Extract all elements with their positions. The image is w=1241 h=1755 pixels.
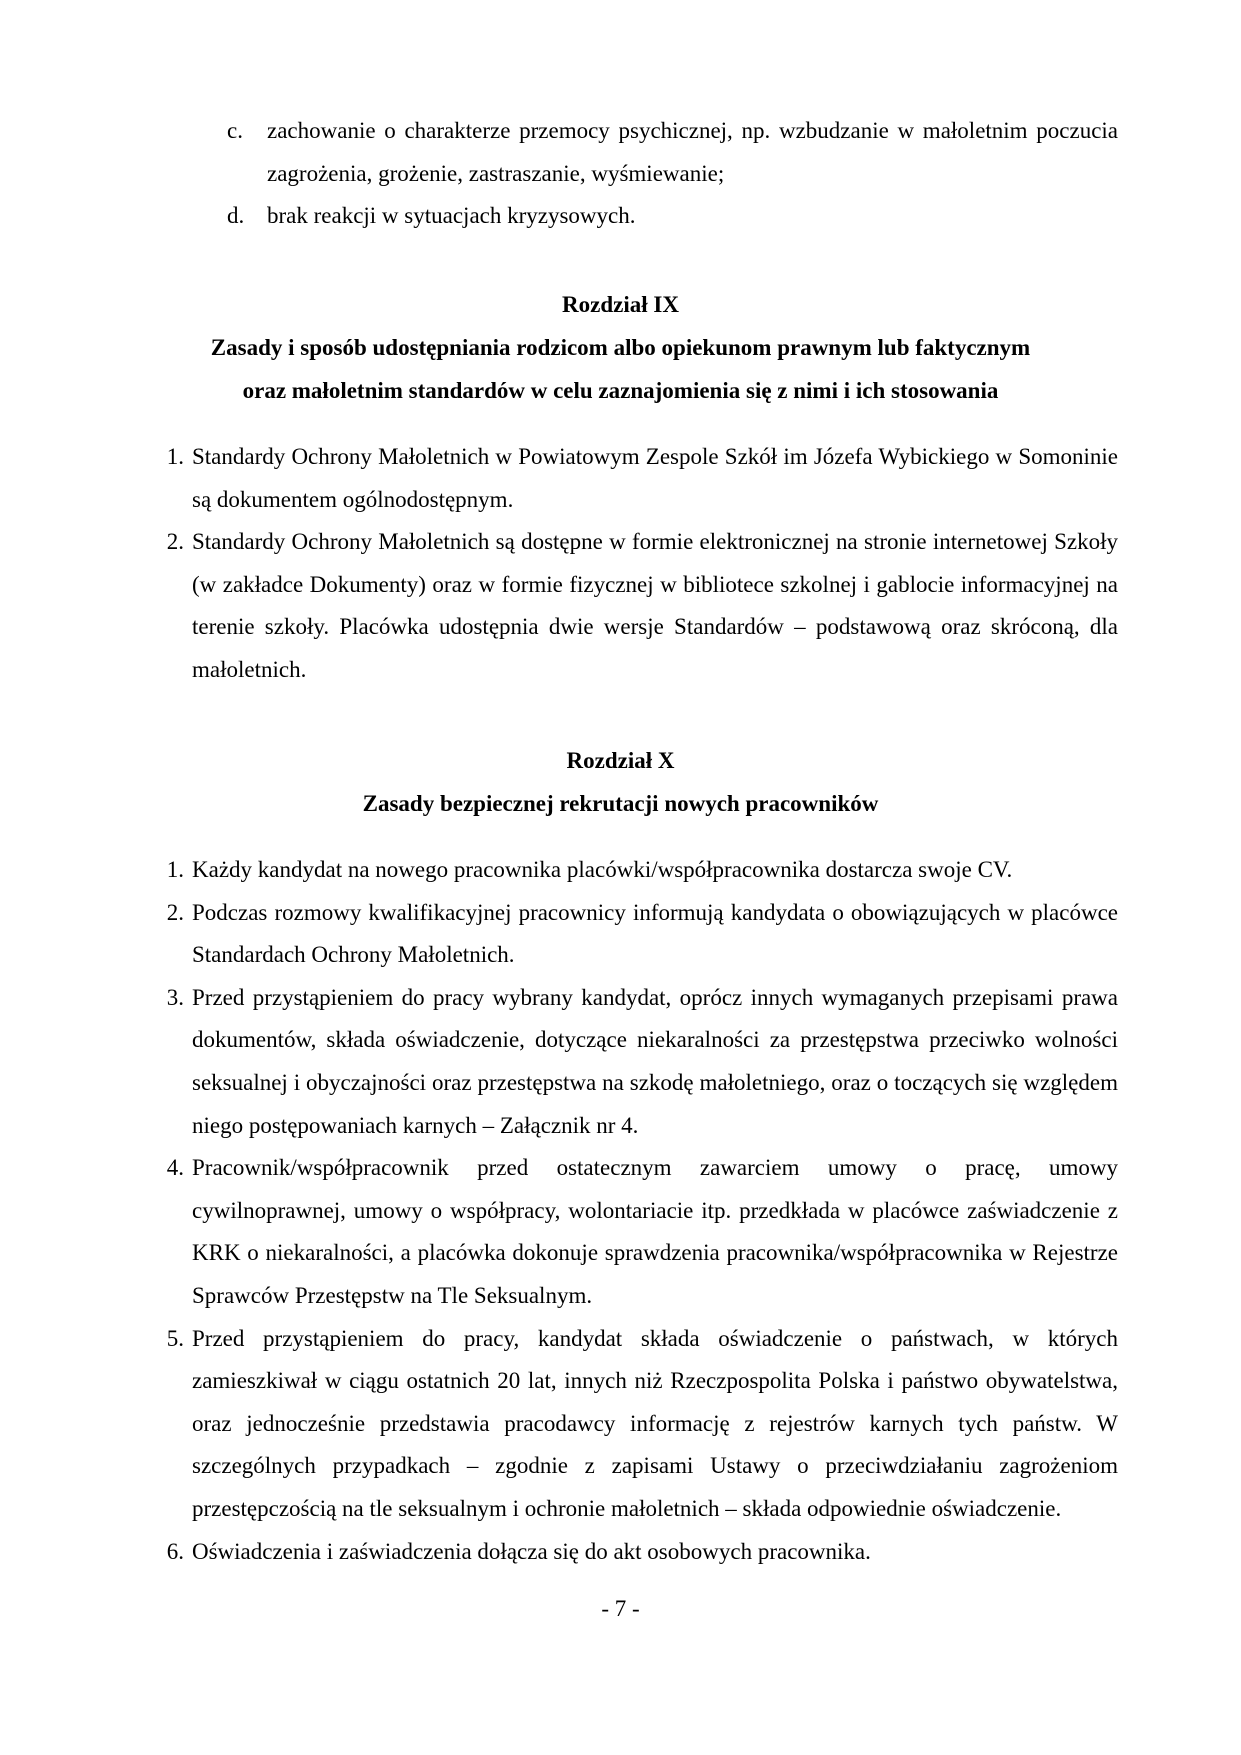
list-item-text: Standardy Ochrony Małoletnich w Powiatowym Zespole Szkół im Józefa Wybickiego w Somoninie są dokumentem ogólnodostępnym.	[192, 444, 1118, 512]
list-item-text: Pracownik/współpracownik przed ostatecznym zawarciem umowy o pracę, umowy cywilnoprawnej, umowy o współpracy, wolontariacie itp. przedkłada w placówce zaświadczenie z KRK o niekaralności, a placówka dokonuje sprawdzenia pracownika/współpracownika w Rejestrze Sprawców Przestępstw na Tle Seksualnym.	[192, 1155, 1118, 1308]
list-item	[166, 977, 1118, 1147]
chapter-x-list	[166, 849, 1118, 1573]
list-item-text: zachowanie o charakterze przemocy psychicznej, np. wzbudzanie w małoletnim poczucia zagrożenia, grożenie, zastraszanie, wyśmiewanie;	[267, 118, 1118, 186]
list-marker: 1.	[166, 857, 184, 882]
list-marker: d.	[227, 203, 245, 228]
list-item	[227, 195, 1118, 238]
page-number: - 7 -	[601, 1596, 640, 1621]
list-item	[166, 892, 1118, 977]
list-marker: 1.	[166, 444, 184, 469]
list-item	[166, 1531, 1118, 1574]
list-item-text: Standardy Ochrony Małoletnich są dostępne w formie elektronicznej na stronie internetowej Szkoły (w zakładce Dokumenty) oraz w formie fizycznej w bibliotece szkolnej i gablocie informacyjnej na terenie szkoły. Placówka udostępnia dwie wersje Standardów – podstawową oraz skróconą, dla małoletnich.	[192, 529, 1118, 682]
list-item	[166, 436, 1118, 521]
chapter-ix-title-line-1: Zasady i sposób udostępniania rodzicom albo opiekunom prawnym lub faktycznym	[210, 335, 1031, 360]
list-item-text: Przed przystąpieniem do pracy wybrany kandydat, oprócz innych wymaganych przepisami prawa dokumentów, składa oświadczenie, dotyczące niekaralności za przestępstwa przeciwko wolności seksualnej i obyczajności oraz przestępstwa na szkodę małoletniego, oraz o toczących się względem niego postępowaniach karnych – Załącznik nr 4.	[192, 984, 1118, 1138]
chapter-x-heading: Rozdział X	[566, 748, 675, 773]
list-item	[227, 110, 1118, 195]
list-item	[166, 1318, 1118, 1531]
list-marker: 6.	[166, 1538, 184, 1564]
list-item-text: brak reakcji w sytuacjach kryzysowych.	[267, 203, 636, 228]
list-marker: 3.	[166, 984, 184, 1010]
list-marker: 4.	[166, 1155, 184, 1181]
list-item	[166, 521, 1118, 691]
list-marker: 5.	[166, 1325, 184, 1351]
list-item-text: Oświadczenia i zaświadczenia dołącza się do akt osobowych pracownika.	[192, 1538, 871, 1564]
chapter-x-title: Zasady bezpiecznej rekrutacji nowych pracowników	[362, 791, 879, 816]
list-item-text: Przed przystąpieniem do pracy, kandydat składa oświadczenie o państwach, w których zamieszkiwał w ciągu ostatnich 20 lat, innych niż Rzeczpospolita Polska i państwo obywatelstwa, oraz jednocześnie przedstawia pracodawcy informację z rejestrów karnych tych państw. W szczególnych przypadkach – zgodnie z zapisami Ustawy o przeciwdziałaniu zagrożeniom przestępczością na tle seksualnym i ochronie małoletnich – składa odpowiednie oświadczenie.	[192, 1325, 1118, 1521]
chapter-ix-heading: Rozdział IX	[562, 292, 679, 317]
list-item	[166, 849, 1118, 892]
chapter-ix-title-line-2: oraz małoletnim standardów w celu zaznajomienia się z nimi i ich stosowania	[242, 378, 999, 403]
continued-list	[227, 110, 1118, 238]
list-item-text: Każdy kandydat na nowego pracownika placówki/współpracownika dostarcza swoje CV.	[192, 857, 1013, 882]
list-marker: 2.	[166, 899, 184, 925]
list-item-text: Podczas rozmowy kwalifikacyjnej pracownicy informują kandydata o obowiązujących w placówce Standardach Ochrony Małoletnich.	[192, 899, 1118, 968]
chapter-ix-list	[166, 436, 1118, 692]
list-marker: c.	[227, 118, 243, 143]
list-item	[166, 1147, 1118, 1317]
list-marker: 2.	[166, 529, 184, 555]
